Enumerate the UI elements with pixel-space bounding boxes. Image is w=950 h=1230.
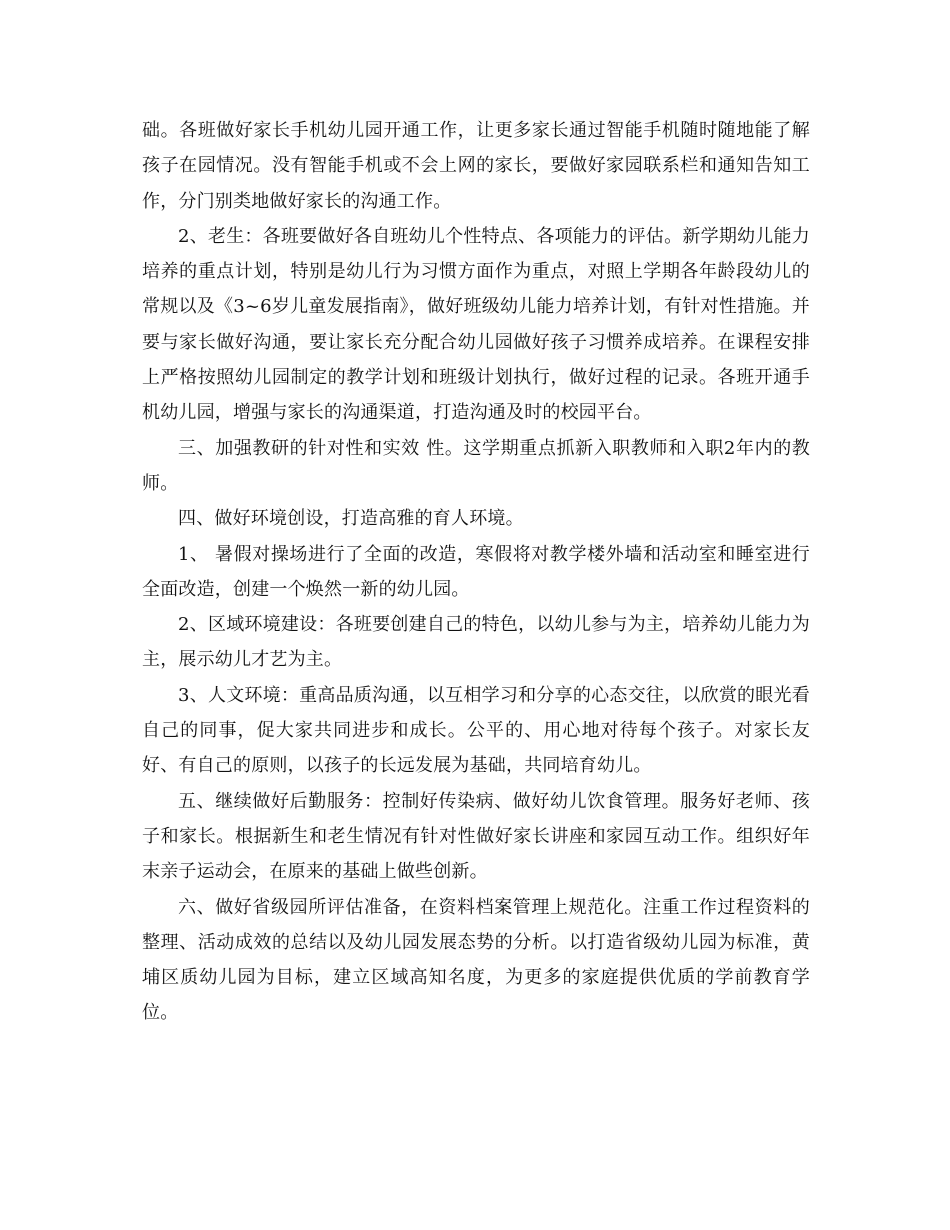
- paragraph-returning-students: 2、老生：各班要做好各自班幼儿个性特点、各项能力的评估。新学期幼儿能力培养的重点计划，特别是幼儿行为习惯方面作为重点，对照上学期各年龄段幼儿的常规以及《3~6岁儿童发展指南》，做好班级幼儿能力培养计划，有针对性措施。并要与家长做好沟通，要让家长充分配合幼儿园做好孩子习惯养成培养。在课程安排上严格按照幼儿园制定的教学计划和班级计划执行，做好过程的记录。各班开通手机幼儿园，增强与家长的沟通渠道，打造沟通及时的校园平台。: [142, 225, 810, 424]
- paragraph-item-2: 2、区域环境建设：各班要创建自己的特色，以幼儿参与为主，培养幼儿能力为主，展示幼儿才艺为主。: [142, 614, 810, 671]
- paragraph-section-four: 四、做好环境创设，打造高雅的育人环境。: [178, 508, 524, 530]
- document-page: [142, 113, 810, 1031]
- paragraph-continuation: 础。各班做好家长手机幼儿园开通工作，让更多家长通过智能手机随时随地能了解孩子在园情况。没有智能手机或不会上网的家长，要做好家园联系栏和通知告知工作，分门别类地做好家长的沟通工作。: [142, 120, 810, 212]
- paragraph-item-1: 1、 暑假对操场进行了全面的改造，寒假将对教学楼外墙和活动室和睡室进行全面改造，创建一个焕然一新的幼儿园。: [142, 543, 810, 600]
- paragraph-section-six: 六、做好省级园所评估准备，在资料档案管理上规范化。注重工作过程资料的整理、活动成效的总结以及幼儿园发展态势的分析。以打造省级幼儿园为标准，黄埔区质幼儿园为目标，建立区域高知名度，为更多的家庭提供优质的学前教育学位。: [142, 896, 810, 1024]
- paragraph-section-five: 五、继续做好后勤服务：控制好传染病、做好幼儿饮食管理。服务好老师、孩子和家长。根据新生和老生情况有针对性做好家长讲座和家园互动工作。组织好年末亲子运动会，在原来的基础上做些创新。: [142, 790, 810, 883]
- paragraph-item-3: 3、人文环境：重高品质沟通，以互相学习和分享的心态交往，以欣赏的眼光看自己的同事，促大家共同进步和成长。公平的、用心地对待每个孩子。对家长友好、有自己的原则，以孩子的长远发展为基础，共同培育幼儿。: [142, 684, 810, 777]
- paragraph-section-three: 三、加强教研的针对性和实效 性。这学期重点抓新入职教师和入职2年内的教师。: [142, 437, 810, 494]
